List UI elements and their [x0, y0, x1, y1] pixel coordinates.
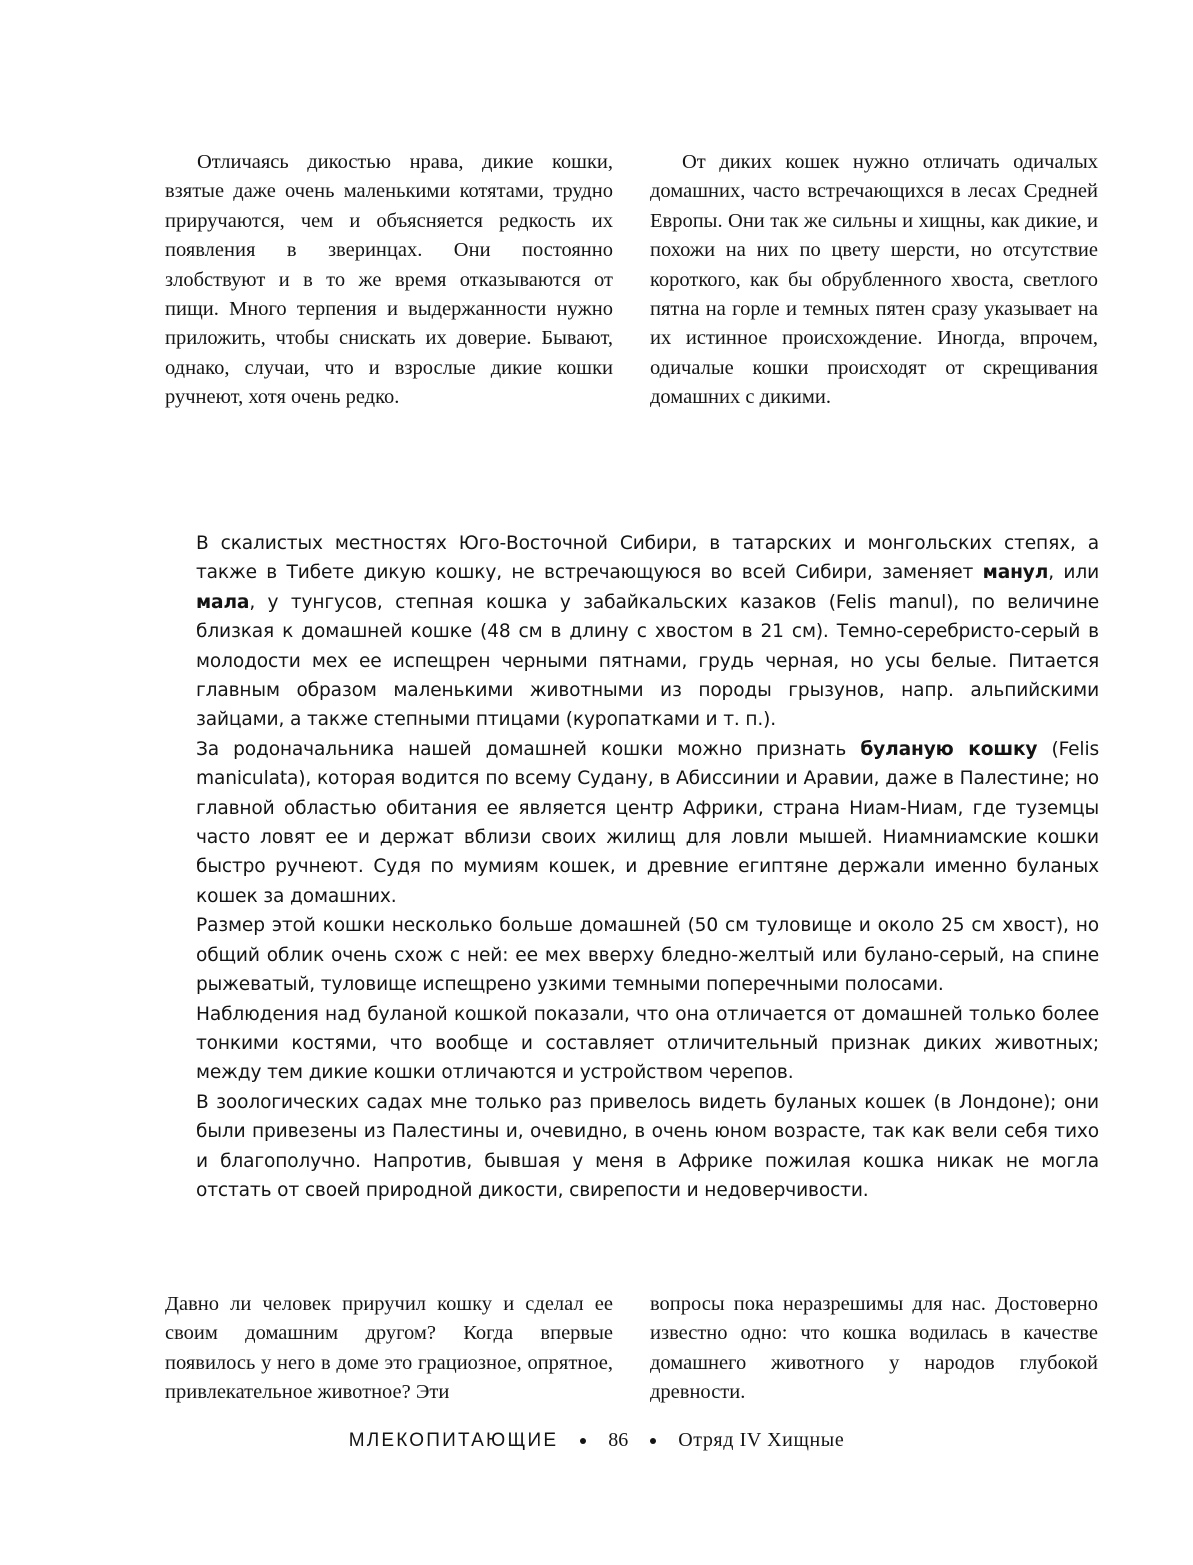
text-span: (Felis maniculata), которая водится по всему Судану, в Абиссинии и Аравии, даже в Палестине; но главной областью обитания ее является центр Африки, страна Ниам-Ниам, где туземцы часто ловят ее и держат вблизи своих жилищ для ловли мышей. Ниамниамские кошки быстро ручнеют. Судя по мумиям кошек, и древние египтяне держали именно буланых кошек за домашних.: [196, 738, 1099, 907]
insert-paragraph-zoo: В зоологических садах мне только раз привелось видеть буланых кошек (в Лондоне); они были привезены из Палестины и, очевидно, в очень юном возрасте, так как вели себя тихо и благополучно. Напротив, бывшая у меня в Африке пожилая кошка никак не могла отстать от своей природной дикости, свирепости и недоверчивости.: [196, 1091, 1099, 1201]
running-head-chapter: Отряд IV Хищные: [678, 1429, 845, 1451]
text-span: , или: [1048, 562, 1099, 584]
insert-paragraph-manul: [196, 529, 1099, 735]
text-span: В скалистых местностях Юго-Восточной Сибири, в татарских и монгольских степях, а также в Тибете дикую кошку, не встречающуюся во всей Сибири, заменяет: [196, 533, 1099, 584]
paragraph: Отличаясь дикостью нрава, дикие кошки, взятые даже очень маленькими котятами, трудно приручаются, чем и объясняется редкость их появления в зверинцах. Они постоянно злобствуют и в то же время отказываются от пищи. Много терпения и выдержанности нужно приложить, чтобы снискать их доверие. Бывают, однако, случаи, что и взрослые дикие кошки ручнеют, хотя очень редко.: [165, 151, 613, 409]
insert-paragraph-size: Размер этой кошки несколько больше домашней (50 см туловище и около 25 см хвост), но общий облик очень схож с ней: ее мех вверху бледно-желтый или булано-серый, на спине рыжеватый, туловище испещрено узкими темными поперечными полосами.: [196, 915, 1099, 996]
insert-paragraph-observations: Наблюдения над буланой кошкой показали, что она отличается от домашней только более тонкими костями, что вообще и составляет отличительный признак диких животных; между тем дикие кошки отличаются и устройством черепов.: [196, 1003, 1099, 1084]
page-number: 86: [608, 1429, 629, 1451]
page-footer: [0, 1425, 1193, 1456]
paragraph: От диких кошек нужно отличать одичалых домашних, часто встречающихся в лесах Средней Европы. Они так же сильны и хищны, как дикие, и похожи на них по цвету шерсти, но отсутствие короткого, как бы обрубленного хвоста, светлого пятна на горле и темных пятен сразу указывает на их истинное происхождение. Иногда, впрочем, одичалые кошки происходят от скрещивания домашних с дикими.: [650, 151, 1098, 409]
term-dun-cat: буланую кошку: [860, 738, 1038, 760]
bullet-separator: [580, 1438, 586, 1444]
term-manul: манул: [982, 562, 1049, 584]
column-top-left: [165, 148, 613, 413]
column-bottom-right: [650, 1290, 1098, 1408]
paragraph: вопросы пока неразрешимы для нас. Достоверно известно одно: что кошка водилась в качестве домашнего животного у народов глубокой древности.: [650, 1293, 1098, 1404]
running-head-section: МЛЕКОПИТАЮЩИЕ: [348, 1430, 559, 1451]
paragraph: Давно ли человек приручил кошку и сделал ее своим домашним другом? Когда впервые появилось у него в доме это грациозное, опрятное, привлекательное животное? Эти: [165, 1293, 613, 1404]
insert-paragraph-dun-cat: [196, 735, 1099, 911]
term-mala: мала: [196, 591, 250, 613]
text-span: , у тунгусов, степная кошка у забайкальских казаков (Felis manul), по величине близкая к домашней кошке (48 см в длину с хвостом в 21 см). Темно-серебристо-серый в молодости мех ее испещрен черными пятнами, грудь черная, но усы белые. Питается главным образом маленькими животными из породы грызунов, напр. альпийскими зайцами, а также степными птицами (куропатками и т. п.).: [196, 591, 1099, 731]
column-top-right: [650, 148, 1098, 413]
column-bottom-left: [165, 1290, 613, 1408]
sidebar-insert: [196, 529, 1099, 1205]
text-span: За родоначальника нашей домашней кошки можно признать: [196, 738, 861, 760]
bullet-separator: [650, 1438, 656, 1444]
